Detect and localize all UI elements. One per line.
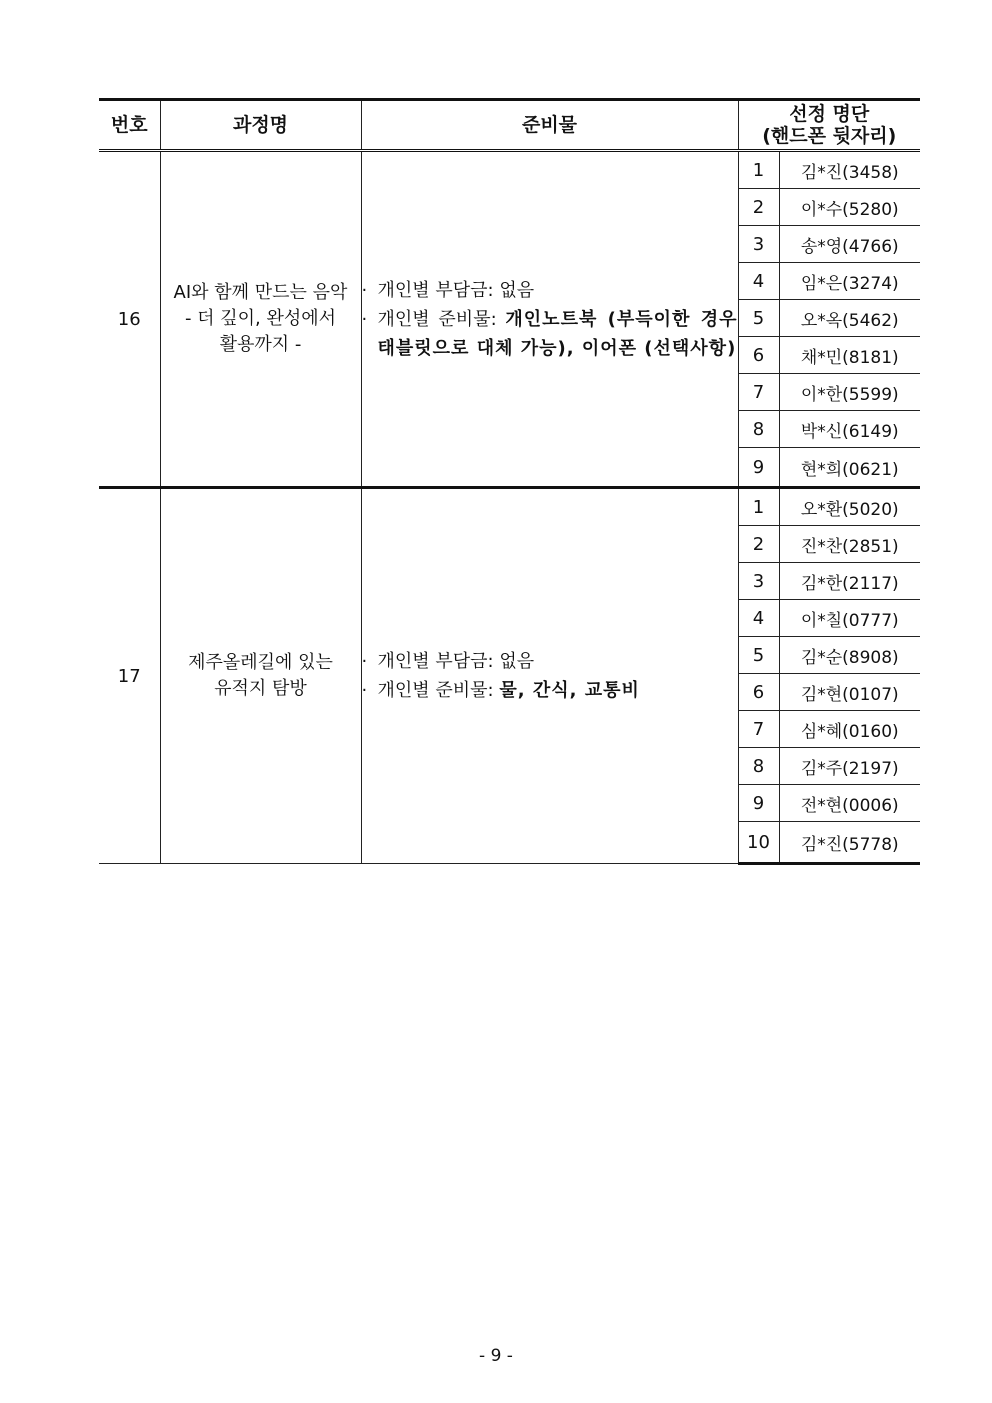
selected-name: 송*영(4766): [779, 226, 920, 263]
selected-index: 1: [738, 151, 779, 189]
items-text: [378, 305, 738, 363]
selected-name: 김*현(0107): [779, 674, 920, 711]
selected-name: 현*희(0621): [779, 448, 920, 488]
cost-line: [362, 647, 738, 676]
header-course: 과정명: [160, 100, 361, 151]
table-row: [99, 151, 920, 189]
page-number: - 9 -: [479, 1346, 513, 1366]
bullet: ·: [361, 680, 368, 701]
course-title-line: 제주올레길에 있는: [188, 652, 333, 673]
course-title-line: - 더 깊이, 완성에서: [184, 308, 337, 329]
header-preparation: 준비물: [361, 100, 738, 151]
selected-name: 이*한(5599): [779, 374, 920, 411]
items-line: [362, 676, 738, 705]
items-label: 개인별 준비물:: [377, 680, 500, 701]
selection-table: [99, 98, 920, 865]
selected-name: 채*민(8181): [779, 337, 920, 374]
header-number: 번호: [99, 100, 160, 151]
items-value: 물, 간식, 교통비: [499, 680, 640, 701]
selected-name: 오*옥(5462): [779, 300, 920, 337]
cost-line: [362, 276, 738, 305]
selected-name: 오*환(5020): [779, 488, 920, 526]
selected-index: 3: [738, 226, 779, 263]
selected-index: 4: [738, 600, 779, 637]
selected-name: 김*순(8908): [779, 637, 920, 674]
selected-index: 9: [738, 448, 779, 488]
course-title-line: 유적지 탐방: [214, 678, 307, 699]
selected-name: 전*현(0006): [779, 785, 920, 822]
selected-index: 9: [738, 785, 779, 822]
selected-name: 김*주(2197): [779, 748, 920, 785]
selected-index: 7: [738, 711, 779, 748]
selected-name: 임*은(3274): [779, 263, 920, 300]
bullet: ·: [361, 308, 368, 330]
selected-name: 이*칠(0777): [779, 600, 920, 637]
table-row: [99, 488, 920, 526]
bullet: ·: [361, 651, 368, 672]
course-title: [160, 488, 361, 864]
selected-name: 김*진(5778): [779, 822, 920, 864]
selected-index: 7: [738, 374, 779, 411]
header-selection-line2: (핸드폰 뒷자리): [762, 125, 897, 147]
selected-index: 2: [738, 189, 779, 226]
items-value: 개인노트북 (부득이한 경우 태블릿으로 대체 가능), 이어폰 (선택사항): [377, 308, 738, 359]
selected-index: 6: [738, 337, 779, 374]
preparation-cell: [361, 488, 738, 864]
course-number: 17: [99, 488, 160, 864]
selected-index: 8: [738, 411, 779, 448]
selected-index: 6: [738, 674, 779, 711]
selected-name: 진*찬(2851): [779, 526, 920, 563]
header-selection: [738, 100, 920, 151]
items-label: 개인별 준비물:: [377, 308, 506, 330]
selected-index: 3: [738, 563, 779, 600]
bullet: ·: [361, 279, 368, 301]
selected-name: 김*진(3458): [779, 151, 920, 189]
course-title-line: AI와 함께 만드는 음악: [173, 282, 348, 303]
selected-index: 5: [738, 637, 779, 674]
header-selection-line1: 선정 명단: [789, 103, 870, 125]
selected-index: 10: [738, 822, 779, 864]
table-header-row: [99, 100, 920, 151]
items-line: [362, 305, 738, 363]
course-title-line: 활용까지 -: [219, 334, 302, 355]
course-title: [160, 151, 361, 488]
items-text: [378, 676, 640, 705]
selected-name: 심*혜(0160): [779, 711, 920, 748]
selected-index: 2: [738, 526, 779, 563]
selected-name: 이*수(5280): [779, 189, 920, 226]
selected-index: 5: [738, 300, 779, 337]
selected-index: 1: [738, 488, 779, 526]
cost-label: 개인별 부담금: 없음: [377, 651, 535, 672]
selected-name: 김*한(2117): [779, 563, 920, 600]
selected-index: 8: [738, 748, 779, 785]
selected-name: 박*신(6149): [779, 411, 920, 448]
preparation-cell: [361, 151, 738, 488]
selected-index: 4: [738, 263, 779, 300]
cost-label: 개인별 부담금: 없음: [377, 279, 535, 301]
course-number: 16: [99, 151, 160, 488]
